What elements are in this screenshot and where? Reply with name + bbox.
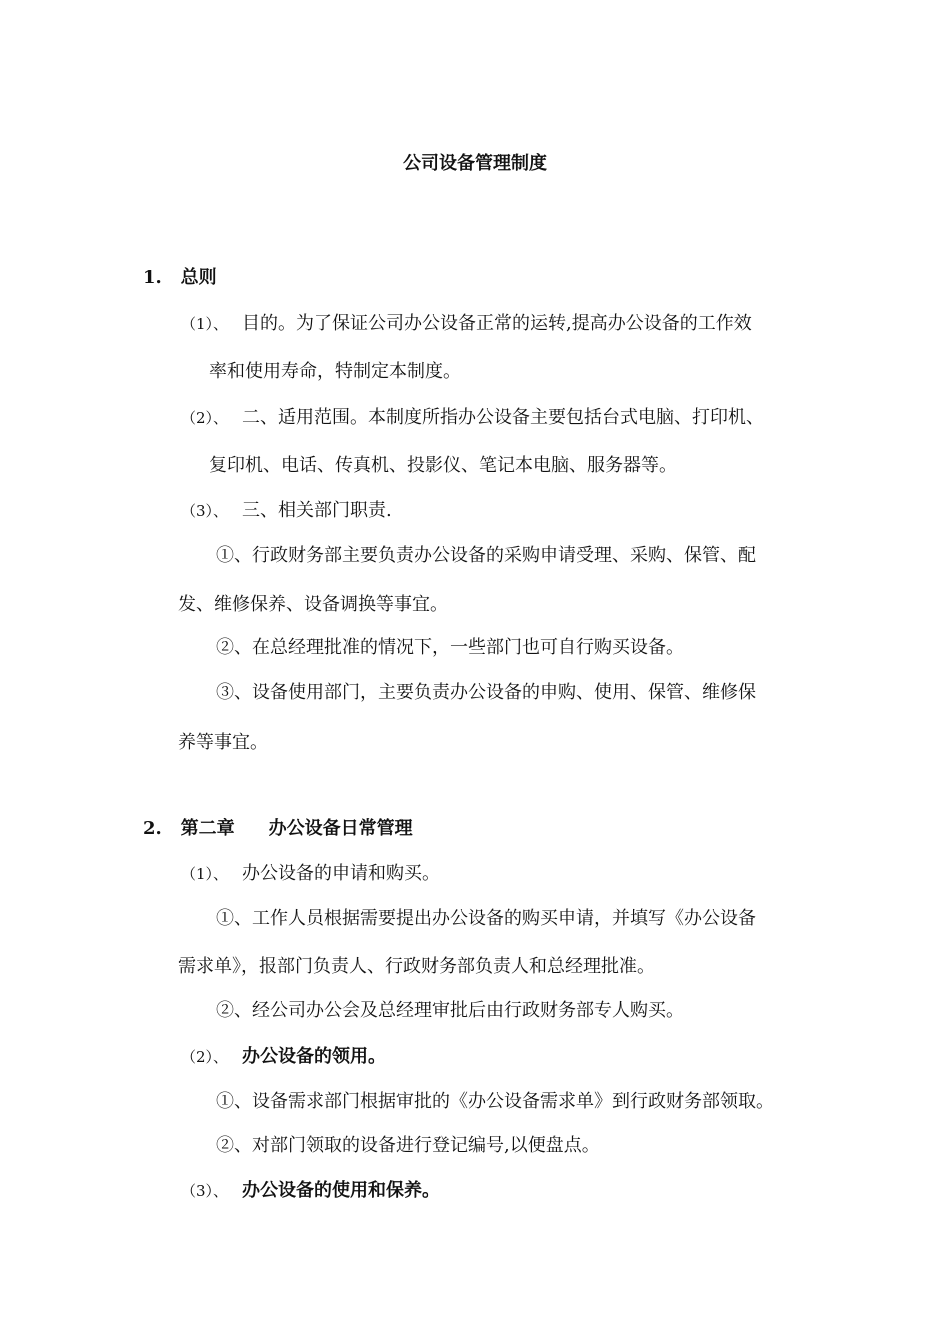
- item-text: 二、适用范围。本制度所指办公设备主要包括台式电脑、打印机、: [242, 407, 765, 428]
- paragraph-line: ②、在总经理批准的情况下，一些部门也可自行购买设备。: [216, 637, 684, 658]
- section-1-heading: [143, 266, 217, 290]
- item-marker: （2）、: [181, 1048, 229, 1066]
- item-marker: （1）、: [181, 315, 229, 333]
- item-text: 目的。为了保证公司办公设备正常的运转,提高办公设备的工作效: [242, 313, 752, 334]
- item-text: 办公设备的使用和保养。: [242, 1180, 441, 1201]
- section-number: 1.: [143, 267, 162, 288]
- item-text: 办公设备的领用。: [242, 1046, 387, 1067]
- section-2-heading: [143, 817, 413, 841]
- paragraph-line: ②、对部门领取的设备进行登记编号,以便盘点。: [216, 1135, 600, 1156]
- paragraph-line: ①、行政财务部主要负责办公设备的采购申请受理、采购、保管、配: [216, 545, 756, 566]
- paragraph-line: ③、设备使用部门，主要负责办公设备的申购、使用、保管、维修保: [216, 682, 756, 703]
- item-marker: （3）、: [181, 1182, 229, 1200]
- chapter-label: 第二章: [180, 818, 235, 839]
- item-marker: （2）、: [181, 409, 229, 427]
- paragraph-line: ②、经公司办公会及总经理审批后由行政财务部专人购买。: [216, 1000, 684, 1021]
- paragraph-line: 养等事宜。: [178, 732, 268, 753]
- list-item: [181, 1045, 386, 1069]
- paragraph-line: 率和使用寿命，特制定本制度。: [209, 361, 461, 382]
- section-title: 总则: [180, 267, 217, 288]
- paragraph-line: ①、设备需求部门根据审批的《办公设备需求单》到行政财务部领取。: [216, 1091, 774, 1112]
- document-title: 公司设备管理制度: [403, 153, 547, 174]
- list-item: [181, 312, 752, 336]
- item-text: 办公设备的申请和购买。: [242, 863, 441, 884]
- item-marker: （1）、: [181, 865, 229, 883]
- list-item: [181, 406, 764, 430]
- paragraph-line: 需求单》，报部门负责人、行政财务部负责人和总经理批准。: [178, 956, 655, 977]
- list-item: [181, 499, 392, 523]
- paragraph-line: 复印机、电话、传真机、投影仪、笔记本电脑、服务器等。: [209, 455, 677, 476]
- list-item: [181, 862, 440, 886]
- list-item: [181, 1179, 440, 1203]
- paragraph-line: 发、维修保养、设备调换等事宜。: [178, 594, 448, 615]
- section-title: 办公设备日常管理: [268, 818, 413, 839]
- section-number: 2.: [143, 818, 162, 839]
- item-text: 三、相关部门职责.: [242, 500, 392, 521]
- paragraph-line: ①、工作人员根据需要提出办公设备的购买申请，并填写《办公设备: [216, 908, 756, 929]
- item-marker: （3）、: [181, 502, 229, 520]
